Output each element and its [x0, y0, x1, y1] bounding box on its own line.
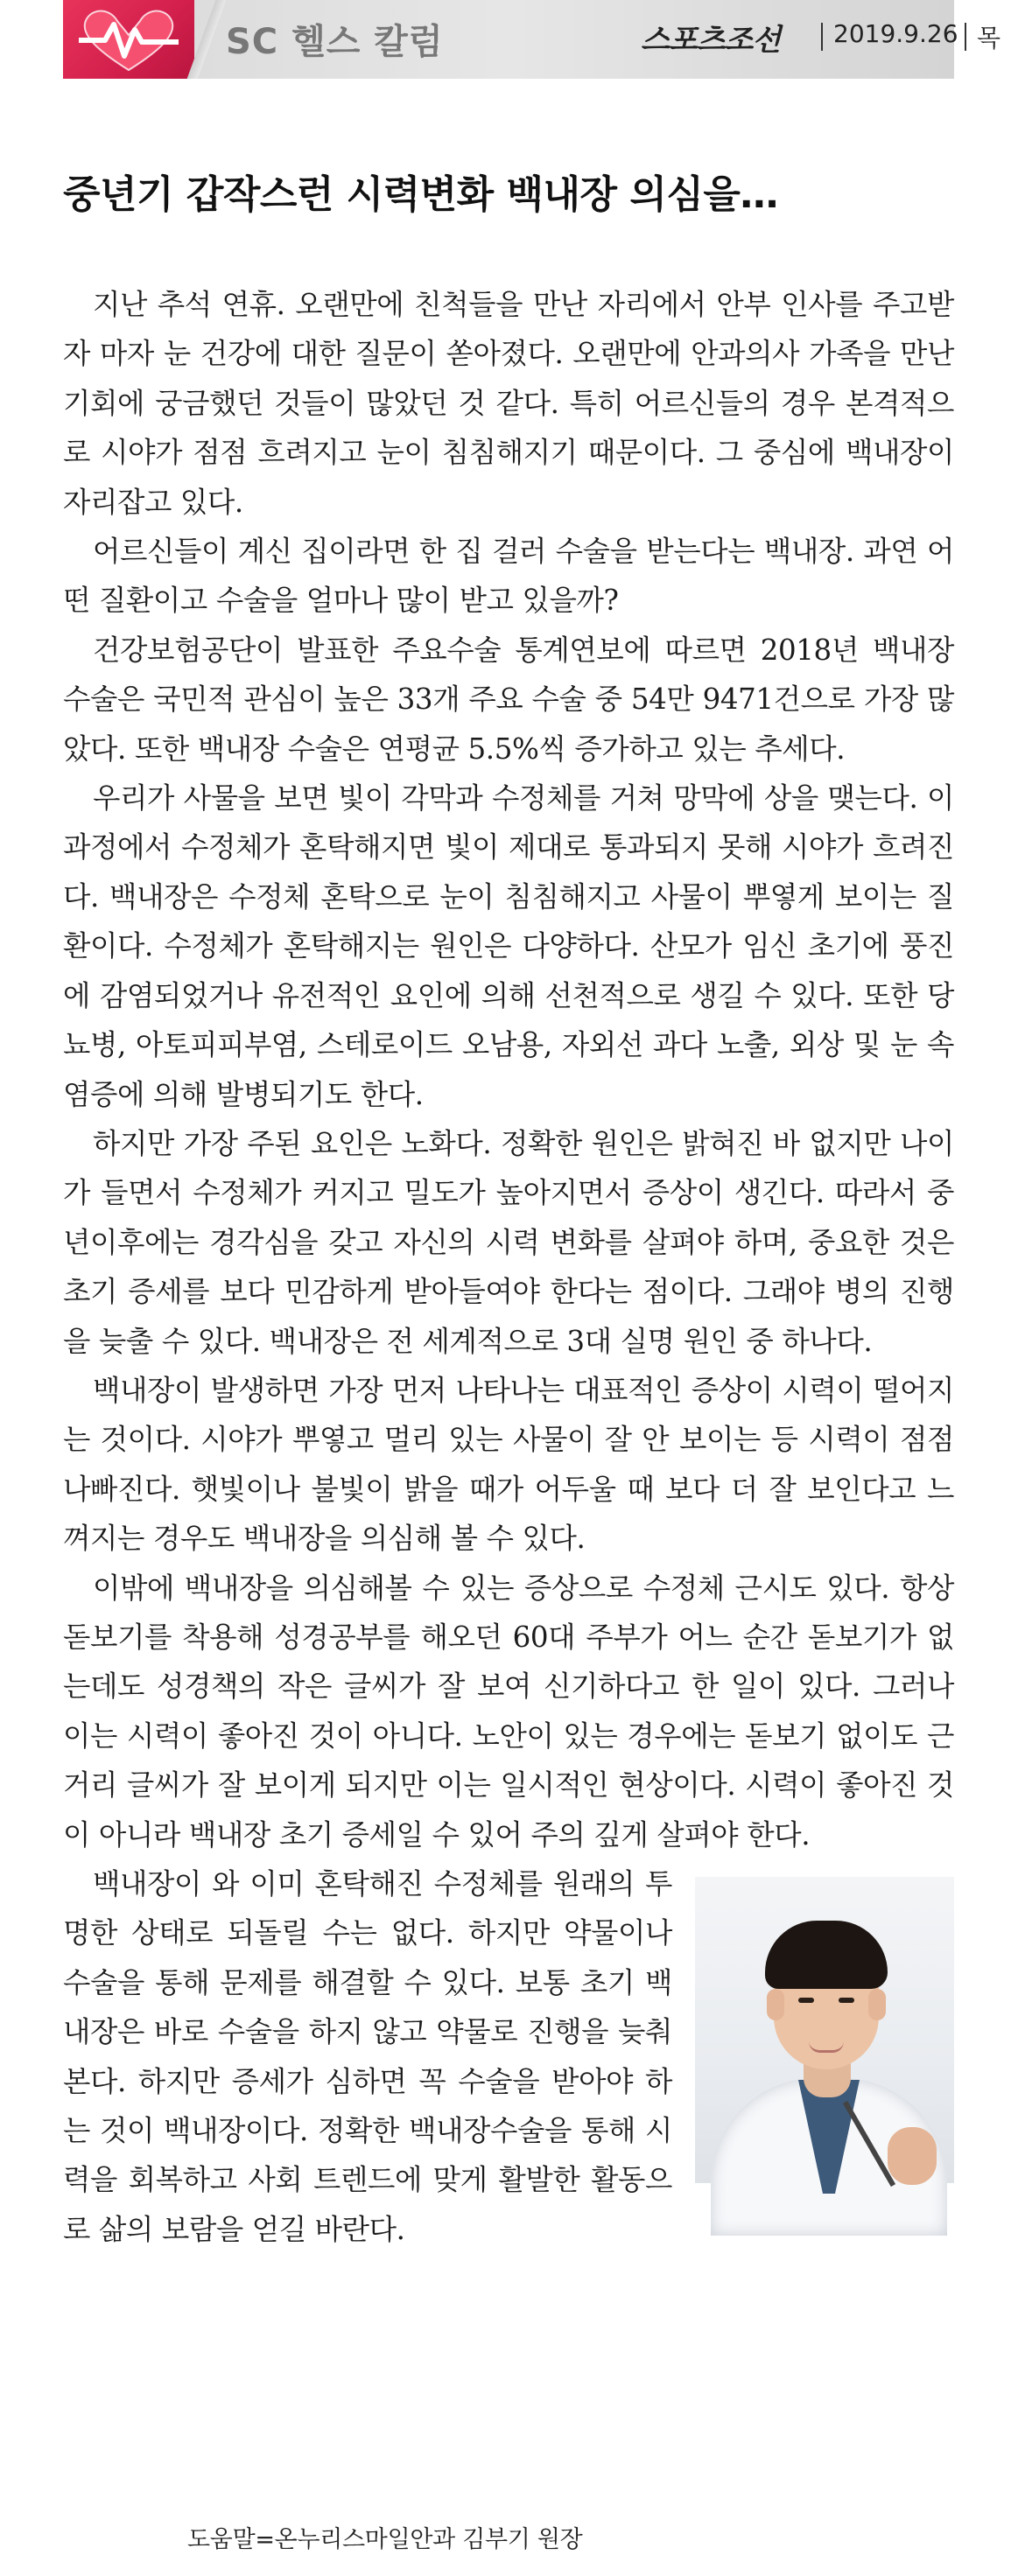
column-banner — [63, 0, 1001, 79]
divider — [965, 23, 966, 51]
paragraph: 하지만 가장 주된 요인은 노화다. 정확한 원인은 밝혀진 바 없지만 나이가 들면서 수정체가 커지고 밀도가 높아지면서 증상이 생긴다. 따라서 중년이후에는 경각심을 갖고 자신의 시력 변화를 살펴야 하며, 중요한 것은 초기 증세를 보다 민감하게 받아들여야 한다는 점이다. 그래야 병의 진행을 늦출 수 있다. 백내장은 전 세계적으로 3대 실명 원인 중 하나다. — [63, 1126, 954, 1358]
article-body — [63, 280, 954, 2254]
paragraph: 건강보험공단이 발표한 주요수술 통계연보에 따르면 2018년 백내장 수술은 국민적 관심이 높은 33개 주요 수술 중 54만 9471건으로 가장 많았다. 또한 백내장 수술은 연평균 5.5%씩 증가하고 있는 추세다. — [63, 633, 954, 766]
paragraph: 우리가 사물을 보면 빛이 각막과 수정체를 거쳐 망막에 상을 맺는다. 이 과정에서 수정체가 혼탁해지면 빛이 제대로 통과되지 못해 시야가 흐려진다. 백내장은 수정체 혼탁으로 눈이 침침해지고 사물이 뿌옇게 보이는 질환이다. 수정체가 혼탁해지는 원인은 다양하다. 산모가 임신 초기에 풍진에 감염되었거나 유전적인 요인에 의해 선천적으로 생길 수 있다. 또한 당뇨병, 아토피피부염, 스테로이드 오남용, 자외선 과다 노출, 외상 및 눈 속 염증에 의해 발병되기도 한다. — [63, 781, 954, 1111]
paragraph: 이밖에 백내장을 의심해볼 수 있는 증상으로 수정체 근시도 있다. 항상 돋보기를 착용해 성경공부를 해오던 60대 주부가 어느 순간 돋보기가 없는데도 성경책의 작은 글씨가 잘 보여 신기하다고 한 일이 있다. 그러나 이는 시력이 좋아진 것이 아니다. 노안이 있는 경우에는 돋보기 없이도 근거리 글씨가 잘 보이게 되지만 이는 일시적인 현상이다. 시력이 좋아진 것이 아니라 백내장 초기 증세일 수 있어 주의 깊게 살펴야 한다. — [63, 1571, 954, 1852]
paragraph: 백내장이 발생하면 가장 먼저 나타나는 대표적인 증상이 시력이 떨어지는 것이다. 시야가 뿌옇고 멀리 있는 사물이 잘 안 보이는 등 시력이 점점 나빠진다. 햇빛이나 불빛이 밝을 때가 어두울 때 보다 더 잘 보인다고 느껴지는 경우도 백내장을 의심해 볼 수 있다. — [63, 1373, 954, 1556]
doctor-portrait — [695, 1877, 954, 2183]
column-logo — [63, 0, 194, 79]
paragraph: 백내장이 와 이미 혼탁해진 수정체를 원래의 투명한 상태로 되돌릴 수는 없다. 하지만 약물이나 수술을 통해 문제를 해결할 수 있다. 보통 초기 백내장은 바로 수술을 하지 않고 약물로 진행을 늦춰본다. 하지만 증세가 심하면 꼭 수술을 받아야 하는 것이 백내장이다. 정확한 백내장수술을 통해 시력을 회복하고 사회 트렌드에 맞게 활발한 활동으로 삶의 보람을 얻길 바란다. — [63, 1867, 672, 2246]
publish-weekday: 목 — [977, 24, 1001, 52]
advisor-credit: 도움말=온누리스마일안과 김부기 원장 — [187, 2526, 583, 2553]
divider — [821, 23, 823, 51]
paragraph: 어르신들이 계신 집이라면 한 집 걸러 수술을 받는다는 백내장. 과연 어떤 질환이고 수술을 얼마나 많이 받고 있을까? — [63, 535, 954, 618]
newspaper-name: 스포츠조선 — [641, 23, 781, 58]
column-title: SC 헬스 칼럼 — [226, 22, 444, 62]
paragraph: 지난 추석 연휴. 오랜만에 친척들을 만난 자리에서 안부 인사를 주고받자 마자 눈 건강에 대한 질문이 쏟아졌다. 오랜만에 안과의사 가족을 만난 기회에 궁금했던 것들이 많았던 것 같다. 특히 어르신들의 경우 본격적으로 시야가 점점 흐려지고 눈이 침침해지기 때문이다. 그 중심에 백내장이 자리잡고 있다. — [63, 288, 954, 519]
headline: 중년기 갑작스런 시력변화 백내장 의심을… — [63, 172, 778, 217]
publish-date: 2019.9.26 — [833, 19, 958, 48]
heart-pulse-icon — [63, 0, 194, 79]
